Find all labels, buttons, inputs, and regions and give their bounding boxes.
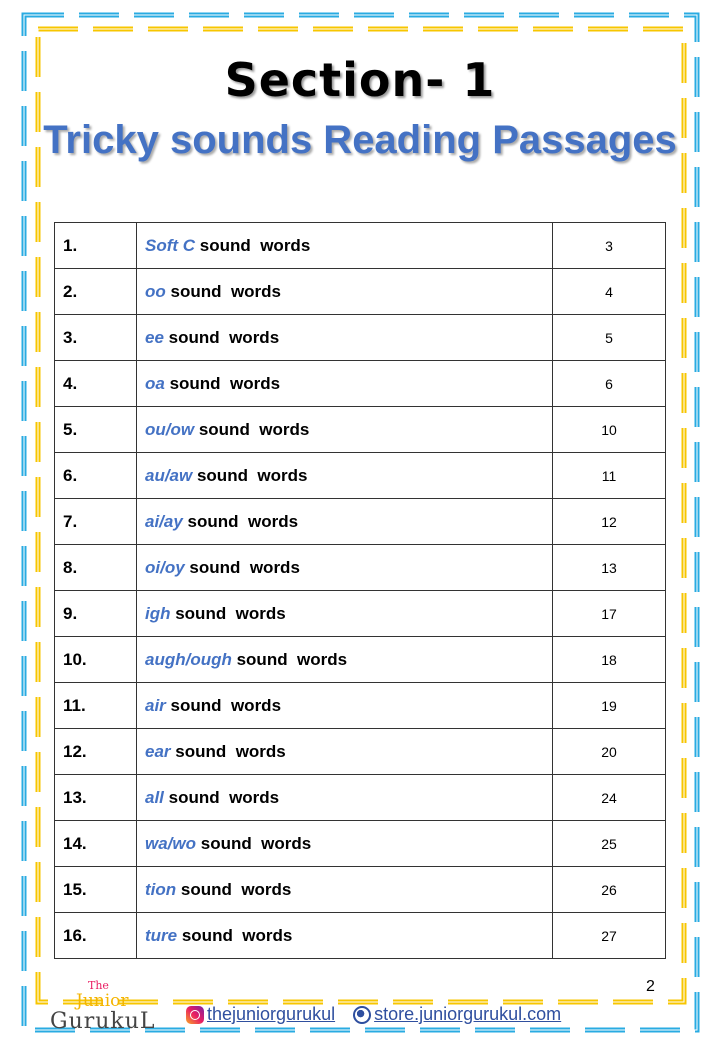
row-number: 16. (55, 913, 137, 959)
table-row (55, 407, 666, 453)
instagram-link[interactable]: thejuniorgurukul (207, 1004, 336, 1024)
row-number: 11. (55, 683, 137, 729)
sound-suffix: sound words (184, 557, 300, 577)
row-title (137, 269, 553, 315)
sound-label: ai/ay (145, 511, 183, 531)
footer (186, 1003, 561, 1025)
sound-suffix: sound words (192, 465, 308, 485)
sound-suffix: sound words (163, 787, 280, 807)
contents-table (54, 222, 666, 959)
row-page: 25 (553, 821, 666, 867)
row-number: 4. (55, 361, 137, 407)
sound-suffix: sound words (196, 833, 312, 853)
row-number: 6. (55, 453, 137, 499)
row-number: 15. (55, 867, 137, 913)
row-number: 3. (55, 315, 137, 361)
subtitle: Tricky sounds Reading Passages (43, 118, 677, 162)
sound-suffix: sound words (164, 373, 281, 393)
row-number: 12. (55, 729, 137, 775)
sound-suffix: sound words (170, 741, 286, 761)
row-title (137, 223, 553, 269)
row-title (137, 545, 553, 591)
row-title (137, 867, 553, 913)
logo (48, 980, 168, 1036)
sound-label: all (145, 787, 164, 807)
sound-label: igh (145, 603, 171, 623)
row-page: 10 (553, 407, 666, 453)
table-row (55, 315, 666, 361)
table-row (55, 223, 666, 269)
table-row (55, 499, 666, 545)
row-title (137, 683, 553, 729)
row-number: 9. (55, 591, 137, 637)
row-page: 18 (553, 637, 666, 683)
row-page: 17 (553, 591, 666, 637)
row-number: 14. (55, 821, 137, 867)
table-row (55, 591, 666, 637)
sound-suffix: sound words (165, 695, 282, 715)
row-number: 1. (55, 223, 137, 269)
sound-suffix: sound words (231, 649, 348, 669)
row-title (137, 591, 553, 637)
sound-suffix: sound words (176, 879, 292, 899)
sound-suffix: sound words (170, 603, 286, 623)
row-page: 13 (553, 545, 666, 591)
table-row (55, 683, 666, 729)
sound-label: tion (145, 879, 177, 899)
row-title (137, 453, 553, 499)
logo-gurukul: GurukuL (50, 1009, 156, 1034)
sound-label: augh/ough (145, 649, 232, 669)
row-page: 11 (553, 453, 666, 499)
row-title (137, 315, 553, 361)
row-title (137, 637, 553, 683)
row-title (137, 913, 553, 959)
table-row (55, 729, 666, 775)
row-number: 10. (55, 637, 137, 683)
row-title (137, 729, 553, 775)
table-row (55, 775, 666, 821)
row-page: 12 (553, 499, 666, 545)
section-title: Section- 1 (224, 53, 496, 107)
row-number: 7. (55, 499, 137, 545)
instagram-icon (186, 1006, 204, 1024)
sound-suffix: sound words (177, 925, 293, 945)
row-title (137, 775, 553, 821)
row-number: 13. (55, 775, 137, 821)
sound-suffix: sound words (182, 511, 299, 531)
row-page: 3 (553, 223, 666, 269)
row-title (137, 361, 553, 407)
row-page: 24 (553, 775, 666, 821)
sound-suffix: sound words (163, 327, 280, 347)
sound-suffix: sound words (165, 281, 282, 301)
sound-label: ture (145, 925, 178, 945)
page-number: 2 (646, 978, 655, 995)
table-row (55, 913, 666, 959)
row-number: 8. (55, 545, 137, 591)
row-page: 27 (553, 913, 666, 959)
table-row (55, 453, 666, 499)
table-row (55, 867, 666, 913)
sound-label: oa (145, 373, 165, 393)
sound-label: Soft C (145, 235, 196, 255)
table-row (55, 361, 666, 407)
sound-label: air (145, 695, 166, 715)
sound-label: wa/wo (145, 833, 197, 853)
sound-label: ee (145, 327, 164, 347)
sound-label: ear (145, 741, 171, 761)
row-page: 26 (553, 867, 666, 913)
row-number: 2. (55, 269, 137, 315)
logo-junior: Junior (76, 991, 129, 1011)
row-number: 5. (55, 407, 137, 453)
table-row (55, 637, 666, 683)
sound-suffix: sound words (195, 235, 311, 255)
row-title (137, 821, 553, 867)
table-row (55, 821, 666, 867)
sound-label: oi/oy (145, 557, 185, 577)
sound-label: ou/ow (145, 419, 195, 439)
sound-label: oo (145, 281, 166, 301)
logo-the: The (88, 979, 109, 992)
table-row (55, 545, 666, 591)
sound-suffix: sound words (194, 419, 310, 439)
website-link[interactable]: store.juniorgurukul.com (374, 1004, 562, 1024)
row-page: 4 (553, 269, 666, 315)
row-page: 19 (553, 683, 666, 729)
row-title (137, 407, 553, 453)
row-title (137, 499, 553, 545)
globe-icon (353, 1006, 371, 1024)
row-page: 6 (553, 361, 666, 407)
row-page: 20 (553, 729, 666, 775)
table-row (55, 269, 666, 315)
sound-label: au/aw (145, 465, 193, 485)
row-page: 5 (553, 315, 666, 361)
